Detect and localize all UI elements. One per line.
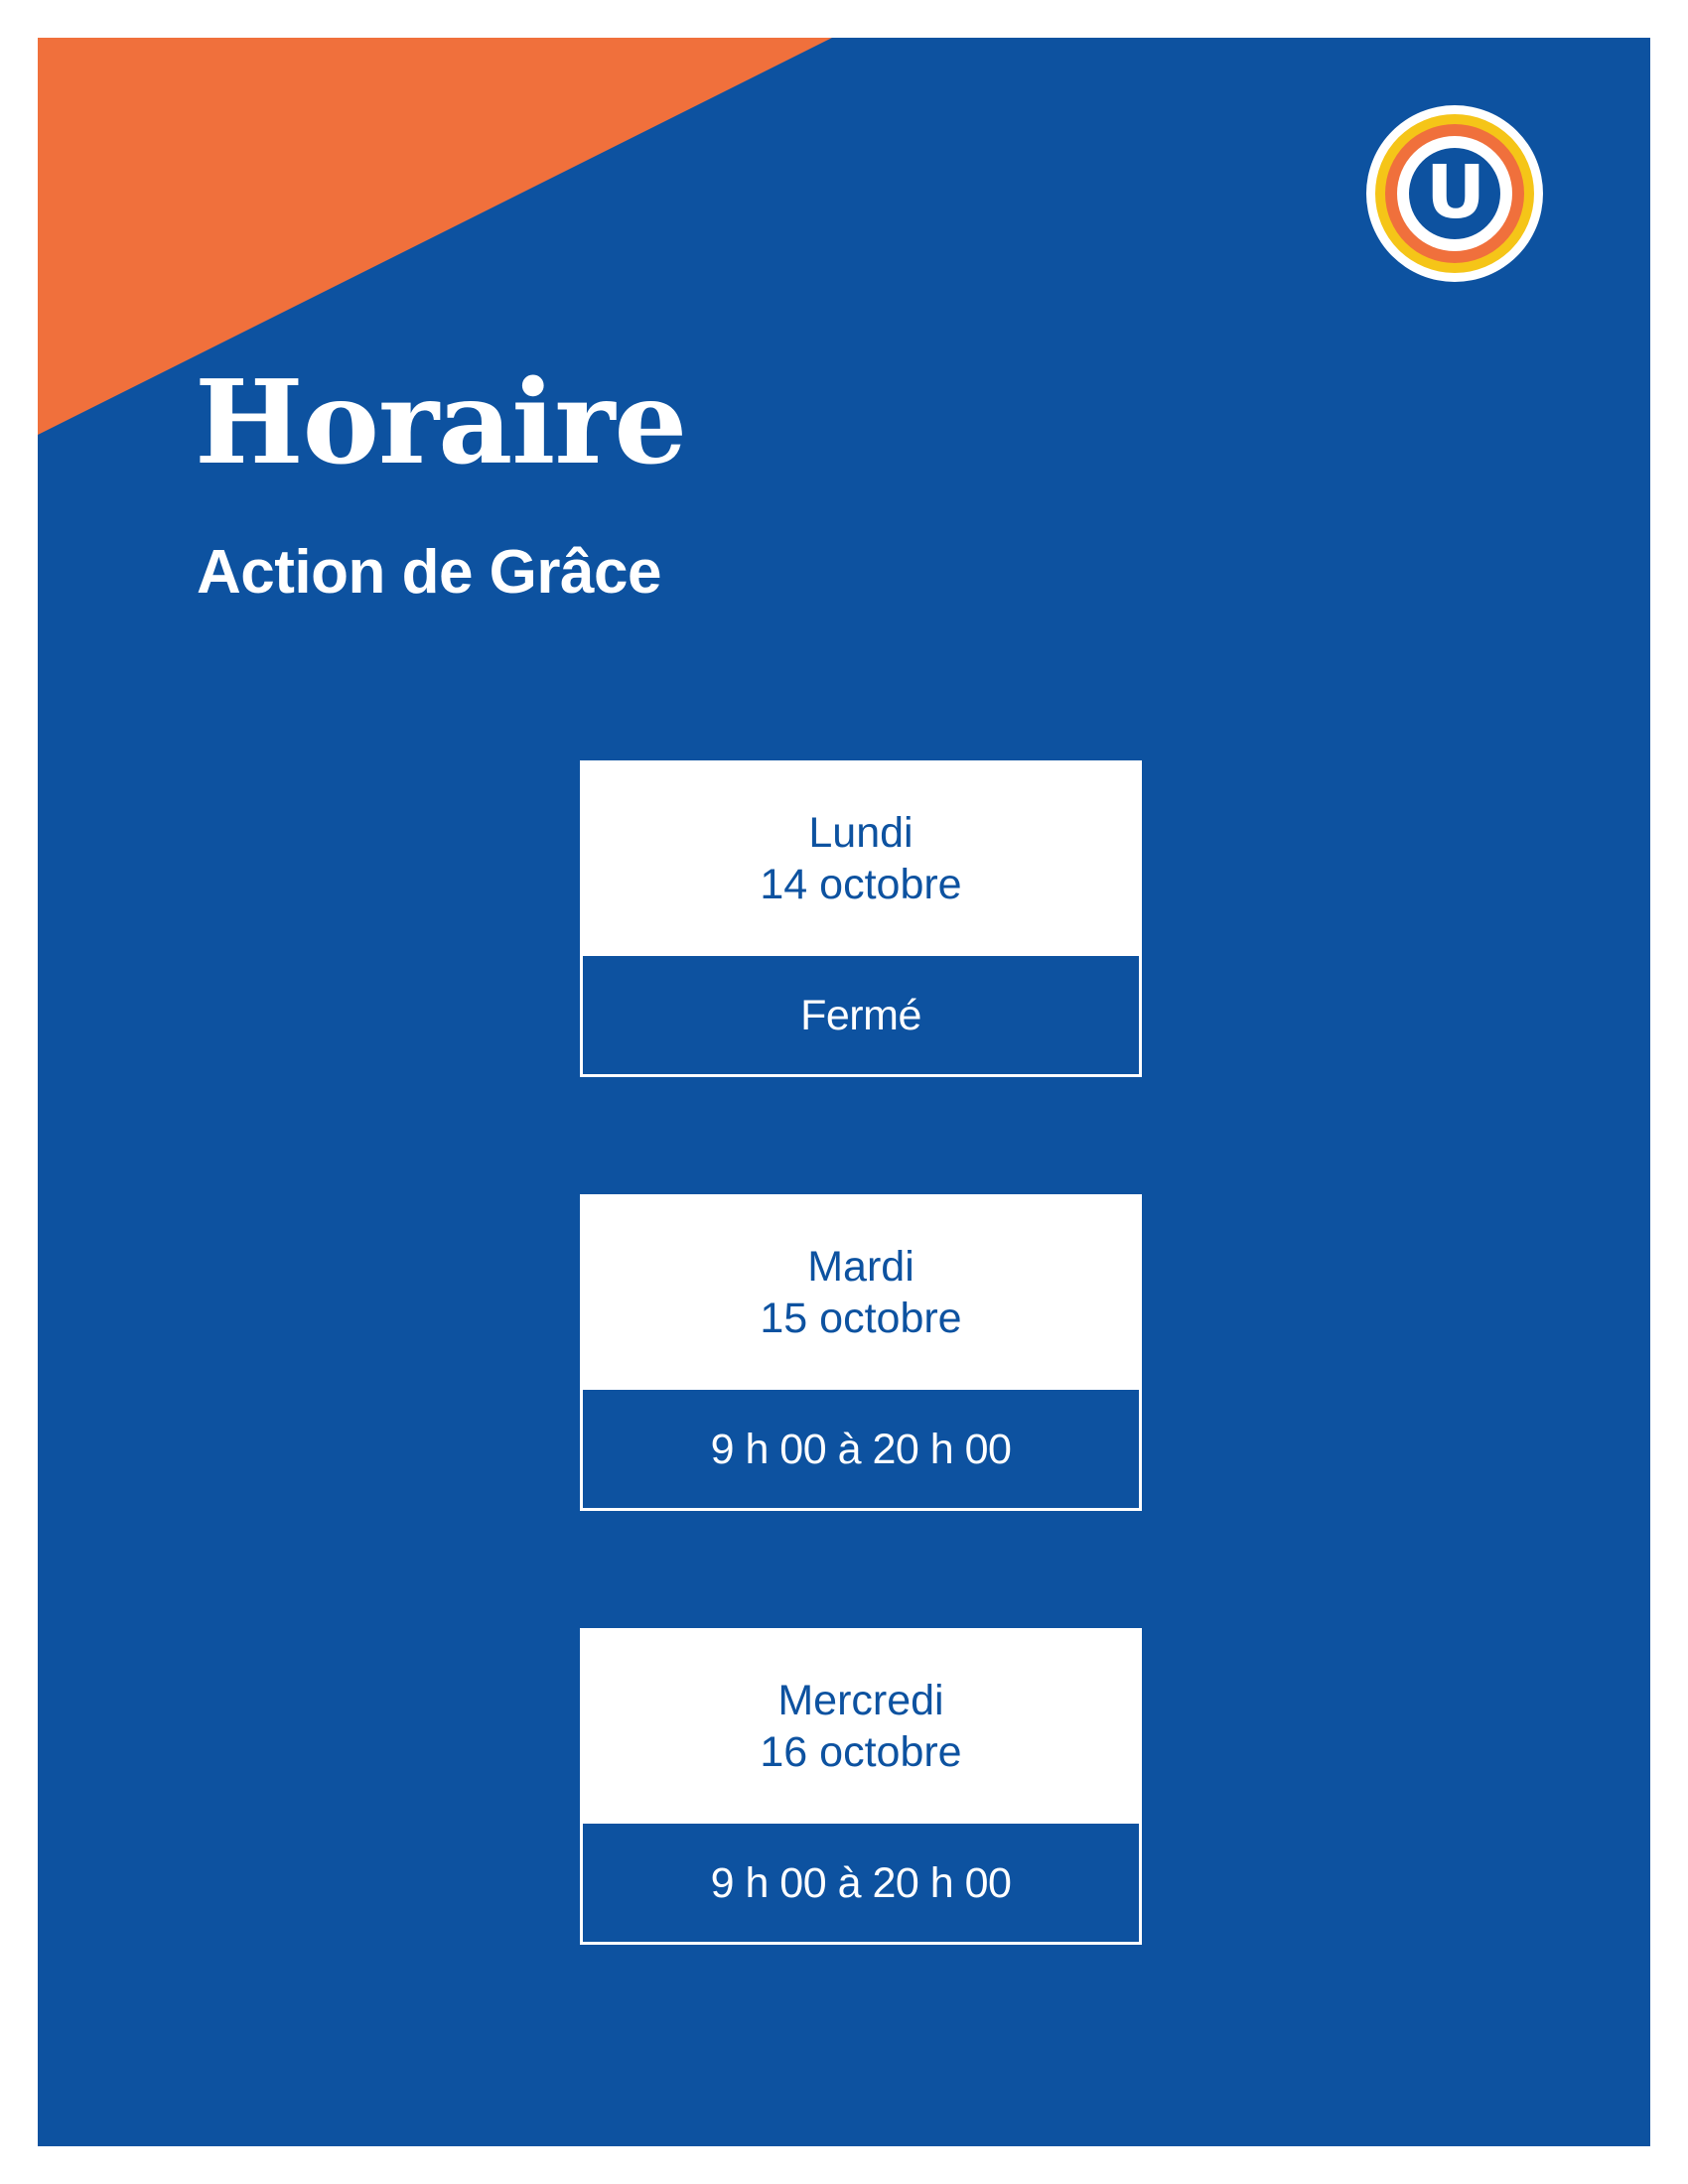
schedule-day-name: Lundi (808, 809, 914, 857)
schedule-card-day-block (580, 1194, 1142, 1390)
schedule-day-name: Mercredi (777, 1676, 944, 1724)
schedule-card (580, 1194, 1142, 1511)
schedule-day-date: 14 octobre (760, 861, 962, 909)
poster-canvas (38, 38, 1650, 2146)
schedule-day-date: 16 octobre (760, 1728, 962, 1777)
schedule-hours: Fermé (580, 956, 1142, 1077)
u-logo-icon (1366, 105, 1543, 282)
schedule-card-day-block (580, 760, 1142, 956)
schedule-card-day-block (580, 1628, 1142, 1824)
schedule-list (580, 760, 1148, 1945)
schedule-day-name: Mardi (807, 1242, 914, 1291)
page-title: Horaire (195, 355, 687, 490)
schedule-hours: 9 h 00 à 20 h 00 (580, 1390, 1142, 1511)
logo-letter: U (1425, 150, 1484, 235)
schedule-card (580, 760, 1142, 1077)
schedule-hours: 9 h 00 à 20 h 00 (580, 1824, 1142, 1945)
schedule-card (580, 1628, 1142, 1945)
schedule-day-date: 15 octobre (760, 1295, 962, 1343)
page-subtitle: Action de Grâce (197, 538, 661, 607)
